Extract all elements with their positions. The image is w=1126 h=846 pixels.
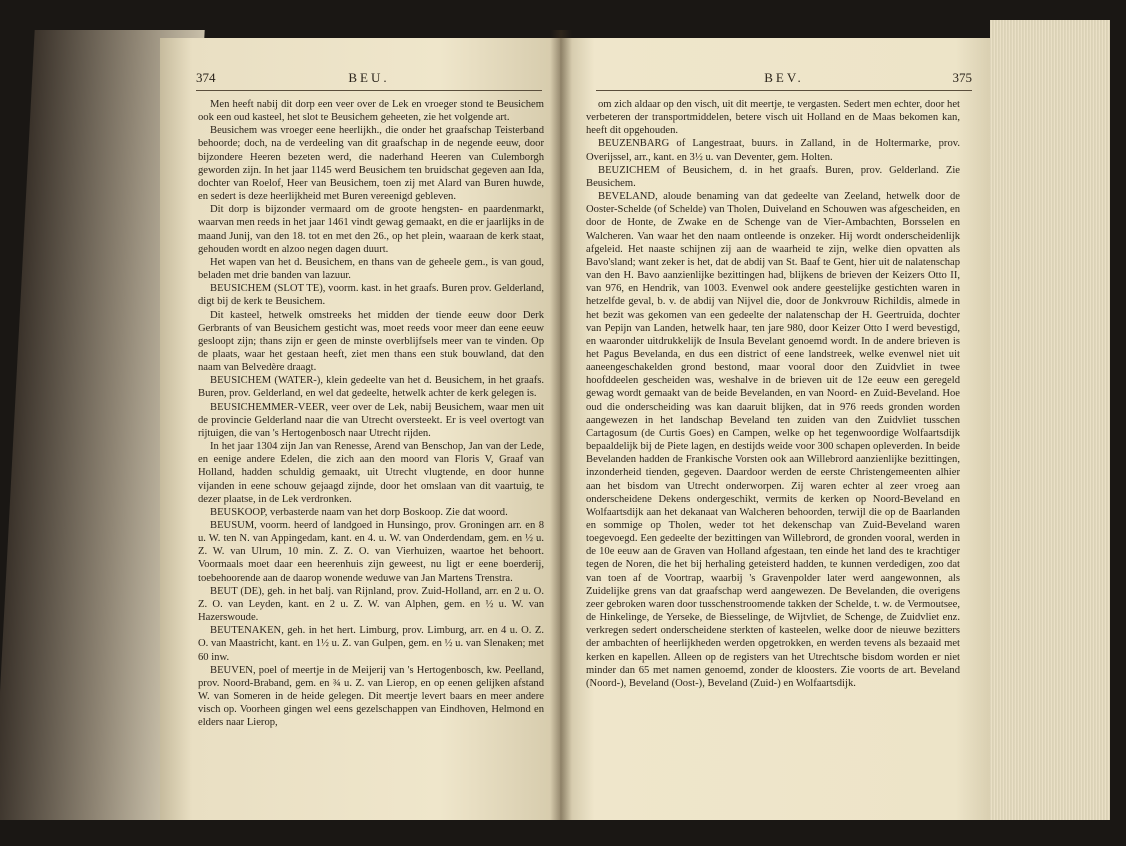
paragraph: BEUT (DE), geh. in het balj. van Rijnland, prov. Zuid-Holland, arr. en 2 u. O. Z. O. van Leyden, kant. en 2 u. Z. W. van Alphen, gem. en ½ u. W. van Hazerswoude.: [198, 585, 544, 624]
right-page-header: [596, 70, 972, 90]
right-page-text: [586, 98, 960, 690]
left-page-number: 374: [196, 70, 216, 85]
paragraph: Beusichem was vroeger eene heerlijkh., die onder het graafschap Teisterband behoorde; doch, na de verdeeling van dit graafschap in de negende eeuw, door bijzondere Heeren bezeten werd, die naderhand Heeren van Culemborgh geworden zijn. In het jaar 1145 werd Beusichem ten bruidschat gegeven aan Ida, dochter van Roelof, Heer van Beusichem, toen zij met Alard van Buren huwde, en sedert is deze heerlijkheid met Buren vereenigd gebleven.: [198, 125, 544, 203]
paragraph: BEUZICHEM of Beusichem, d. in het graafs. Buren, prov. Gelderland. Zie Beusichem.: [586, 164, 960, 189]
paragraph: BEUSICHEMMER-VEER, veer over de Lek, nabij Beusichem, waar men uit de provincie Gelderland naar die van Utrecht oversteekt. Er is veel overtogt van rijtuigen, die van 's Hertogenbosch naar Utrecht rijden.: [198, 401, 544, 439]
left-page: [160, 38, 560, 820]
book-gutter: [550, 30, 572, 820]
paragraph: om zich aldaar op den visch, uit dit meertje, te vergasten. Sedert men echter, door het verbeteren der transportmiddelen, betere visch uit Holland en de Maas bekomen kan, heeft dit opgehouden.: [586, 99, 960, 137]
page-stack-right: [990, 20, 1110, 820]
paragraph: BEUVEN, poel of meertje in de Meijerij van 's Hertogenbosch, kw. Peelland, prov. Noord-Braband, gem. en ¾ u. Z. van Lierop, en op eenen gelijken afstand W. van Someren in de heide gelegen. Dit meertje levert baars en meer andere visch op. Voorheen gingen wel eens gezelschappen van Eindhoven, Helmond en elders naar Lierop,: [198, 664, 544, 729]
paragraph: BEUSICHEM (WATER-), klein gedeelte van het d. Beusichem, in het graafs. Buren, prov. Gelderland, en wel dat gedeelte, hetwelk achter de kerk gelegen is.: [198, 375, 544, 400]
paragraph: In het jaar 1304 zijn Jan van Renesse, Arend van Benschop, Jan van der Lede, en eenige andere Edelen, die zich aan den moord van Floris V, Graaf van Holland, hadden schuldig gemaakt, uit Utrecht vlugtende, en door hunne vijanden in eene schouw gejaagd zijnde, door het omslaan van dit vaartuig, te dezer plaatse, in de Lek verdronken.: [198, 441, 544, 505]
right-page-number: 375: [952, 70, 972, 85]
paragraph: Dit dorp is bijzonder vermaard om de groote hengsten- en paardenmarkt, waarvan men reeds in het jaar 1461 vindt gewag gemaakt, en die er jaarlijks in de maand Junij, van den 18. tot en met den 26., op het plein, waaraan de kerk staat, gehouden wordt en alzoo negen dagen duurt.: [198, 204, 544, 255]
left-running-title: BEU.: [348, 70, 390, 85]
paragraph: Het wapen van het d. Beusichem, en thans van de geheele gem., is van goud, beladen met drie banden van lazuur.: [198, 256, 544, 282]
paragraph: BEVELAND, aloude benaming van dat gedeelte van Zeeland, hetwelk door de Ooster-Schelde (of Schelde) van Tholen, Duiveland en Schouwen was afgescheiden, en door de Honte, de Zwake en de Schenge van de Vier-Ambachten, Borsselen en Walcheren. Van waar het den naam ontleende is onzeker. Hij wordt onderscheidenlijk afgeleid. Het naaste schijnen zij aan de waarheid te zijn, welke dien opvatten als Bavo'sland; want zeker is het, dat de abdij van St. Baaf te Gent, hier uit de nalatenschap van den H. Bavo aanzienlijke bezittingen had, blijkens de brieven der Keizers Otto II, van 976, en Hendrik, van 1003. Evenwel ook andere geestelijke gestichten waren in hetzelfde geval, b. v. de abdij van Nijvel die, door de Jonkvrouw Richildis, almede in het bezit was gekomen van een gedeelte der nalatenschap der H. Geertruida, dochter van Pepijn van Landen, hetwelk haar, ten jare 980, door Keizer Otto I werd bevestigd, en waaronder uitdrukkelijk de Insula Bevelant genoemd wordt. In de andere brieven is het Pagus Bevelanda, en dus een district of eene landstreek, welke evenwel niet uit aaneengeschakelden grond bestond, maar vooral door den Zuidvliet in twee hoofddeelen gescheiden was, weshalve in de brieven uit de 12e eeuw een geregeld gewag wordt gemaakt van de beide Bevelanden, en van Noord- en Zuid-Beveland. Hoe oud die onderscheiding was kan daaruit blijken, dat in 976 reeds gronden worden aangewezen in het landschap Beveland ten zuiden van den Zuidvliet tusschen Cartagosum (de Curtis Goes) en Campen, welke op het tegenwoordige Wolfaartsdijk bepaaldelijk bij de Piete lagen, en destijds weide voor 300 schapen opleverden. In beide Bevelanden hadden de Frankische Vorsten ook aan Willebrord aanzienlijke bezittingen, inzonderheid tienden, gegeven. Daardoor werden de eerste Christengemeenten alhier aan het bisdom van Utrecht onderworpen. Zij waren echter al zeer vroeg aan onderscheidene Dekens ondergeschikt, vermits de kerken op Noord-Beveland en Wolfaartsdijk aan het dekanaat van Walcheren behoorden, terwijl die op de Baarlanden en sommige op Tholen, weder tot het dekenschap van Zuid-Beveland waren toegevoegd. Een gedeelte der bezittingen van Willebrord, de gronden vooral, werden in de 10e eeuw aan de Graven van Holland afgestaan, ten einde het land des te krachtiger tegen de Noren, die het bij herhaling geteisterd hadden, te kunnen verdedigen, zoo dat van toen af de Voortrap, waarbij 's Gravenpolder later werd aangewonnen, als Zuidelijke grens van dat graafschap werd aangewezen. De Bevelanden, die overigens zeer gebroken waren door tusschenstroomende takken der Schelde, t. w. de Vermoutsee, de Hinkelinge, de Yerseke, de Biesselinge, de Wijtvliet, de Schenge, de Zuidvliet enz. verkregen sedert onderscheidene sterkten of kasteelen, welke door de nieuwe bezitters der ambachten of heerlijkheden werden opgetrokken, en werden tevens als bezaaid met kerken en kapellen. Alleen op de registers van het Utrechtsche bisdom worden er niet minder dan 65 met namen genoemd, zonder de kloosters. Zie voorts de art. Beveland (Noord-), Beveland (Oost-), Beveland (Zuid-) en Wolfaartsdijk.: [586, 191, 960, 689]
left-header-rule: [196, 90, 542, 91]
left-page-text: [198, 98, 544, 730]
paragraph: BEUSKOOP, verbasterde naam van het dorp Boskoop. Zie dat woord.: [210, 506, 508, 518]
left-page-header: [196, 70, 542, 90]
paragraph: BEUSICHEM (SLOT TE), voorm. kast. in het graafs. Buren prov. Gelderland, digt bij de kerk te Beusichem.: [198, 283, 544, 308]
right-running-title: BEV.: [764, 70, 804, 85]
right-page: [560, 38, 990, 820]
paragraph: BEUZENBARG of Langestraat, buurs. in Zalland, in de Holtermarke, prov. Overijssel, arr., kant. en 3½ u. van Deventer, gem. Holten.: [586, 138, 960, 163]
paragraph: BEUTENAKEN, geh. in het hert. Limburg, prov. Limburg, arr. en 4 u. O. Z. O. van Maastricht, kant. en 1½ u. Z. van Gulpen, gem. en ½ u. van Slenaken; met 60 inw.: [198, 625, 544, 663]
paragraph: BEUSUM, voorm. heerd of landgoed in Hunsingo, prov. Groningen arr. en 8 u. W. ten N. van Appingedam, kant. en 4. u. W. van Onderdendam, gem. en ½ u. Z. W. van Ulrum, 10 min. Z. Z. O. van Vierhuizen, waartoe het behoort. Voormaals moet daar een heerenhuis zijn geweest, nu ligt er eene boerderij, toebehoorende aan de daarop wonende weduwe van Jan Martens Trenstra.: [198, 520, 544, 584]
paragraph: Men heeft nabij dit dorp een veer over de Lek en vroeger stond te Beusichem ook een oud kasteel, het slot te Beusichem geheeten, zie het volgende art.: [198, 99, 544, 124]
paragraph: Dit kasteel, hetwelk omstreeks het midden der tiende eeuw door Derk Gerbrants of van Beusichem gesticht was, moet reeds voor meer dan eene eeuw gesloopt zijn; thans zijn er geen de minste overblijfsels meer van te vinden. Op de plaats, waar het gestaan heeft, ziet men thans een stuk bouwland, dat den naam van Belvedère draagt.: [198, 309, 544, 374]
right-header-rule: [596, 90, 972, 91]
